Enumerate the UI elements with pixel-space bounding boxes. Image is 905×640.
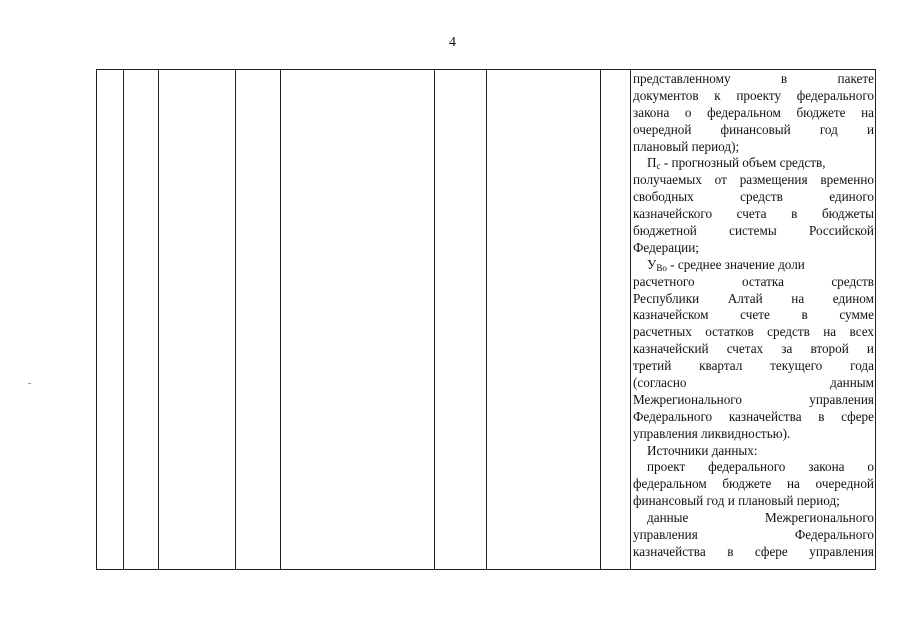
page-number: 4 — [449, 35, 456, 50]
text-line: Федерации; — [633, 239, 699, 255]
var-uvo: У — [647, 256, 657, 272]
column-divider — [600, 70, 601, 569]
text-line: очередной финансовый год и — [633, 121, 874, 137]
text-line: плановый период); — [633, 138, 740, 154]
var-pc: П — [647, 155, 657, 171]
var-pc-subscript: с — [656, 161, 661, 172]
text-line: финансовый год и плановый период; — [633, 493, 840, 509]
table — [96, 69, 876, 570]
formula-uvo-line — [633, 257, 874, 274]
text-line: федеральном бюджете на очередной — [633, 476, 874, 492]
scan-speck — [28, 383, 31, 384]
text-line: казначейского счета в бюджеты — [633, 206, 874, 222]
text-line: казначейства в сфере управления — [633, 543, 874, 559]
text-line: Источники данных: — [647, 442, 758, 458]
text-line: свободных средств единого — [633, 189, 874, 205]
text-line: документов к проекту федерального — [633, 87, 874, 103]
text-line: Федерального казначейства в сфере — [633, 408, 874, 424]
text-line: данные Межрегионального — [647, 510, 874, 526]
formula-pc-line — [633, 155, 874, 172]
var-pc-definition: - прогнозный объем средств, — [660, 155, 826, 171]
var-uvo-definition: - среднее значение доли — [666, 256, 805, 272]
column-divider — [280, 70, 281, 569]
text-line: закона о федеральном бюджете на — [633, 104, 874, 120]
column-divider — [158, 70, 159, 569]
text-line: бюджетной системы Российской — [633, 223, 874, 239]
column-divider — [434, 70, 435, 569]
text-line: представленному в пакете — [633, 71, 874, 86]
column-divider — [123, 70, 124, 569]
column-divider — [486, 70, 487, 569]
var-uvo-subscript: Во — [656, 262, 667, 273]
text-line: казначейский счетах за второй и — [633, 341, 874, 357]
text-line: получаемых от размещения временно — [633, 172, 874, 188]
text-line: расчетного остатка средств — [633, 273, 874, 289]
text-line: казначейском счете в сумме — [633, 307, 874, 323]
column-divider — [630, 70, 631, 569]
text-line: (согласно данным — [633, 375, 874, 391]
text-line: управления ликвидностью). — [633, 425, 791, 441]
text-line: Межрегионального управления — [633, 391, 874, 407]
text-line: расчетных остатков средств на всех — [633, 324, 874, 340]
description-cell — [633, 71, 874, 571]
text-line: Республики Алтай на едином — [633, 290, 874, 306]
column-divider — [235, 70, 236, 569]
text-line: проект федерального закона о — [647, 459, 874, 475]
text-line: третий квартал текущего года — [633, 358, 874, 374]
text-line: управления Федерального — [633, 527, 874, 543]
